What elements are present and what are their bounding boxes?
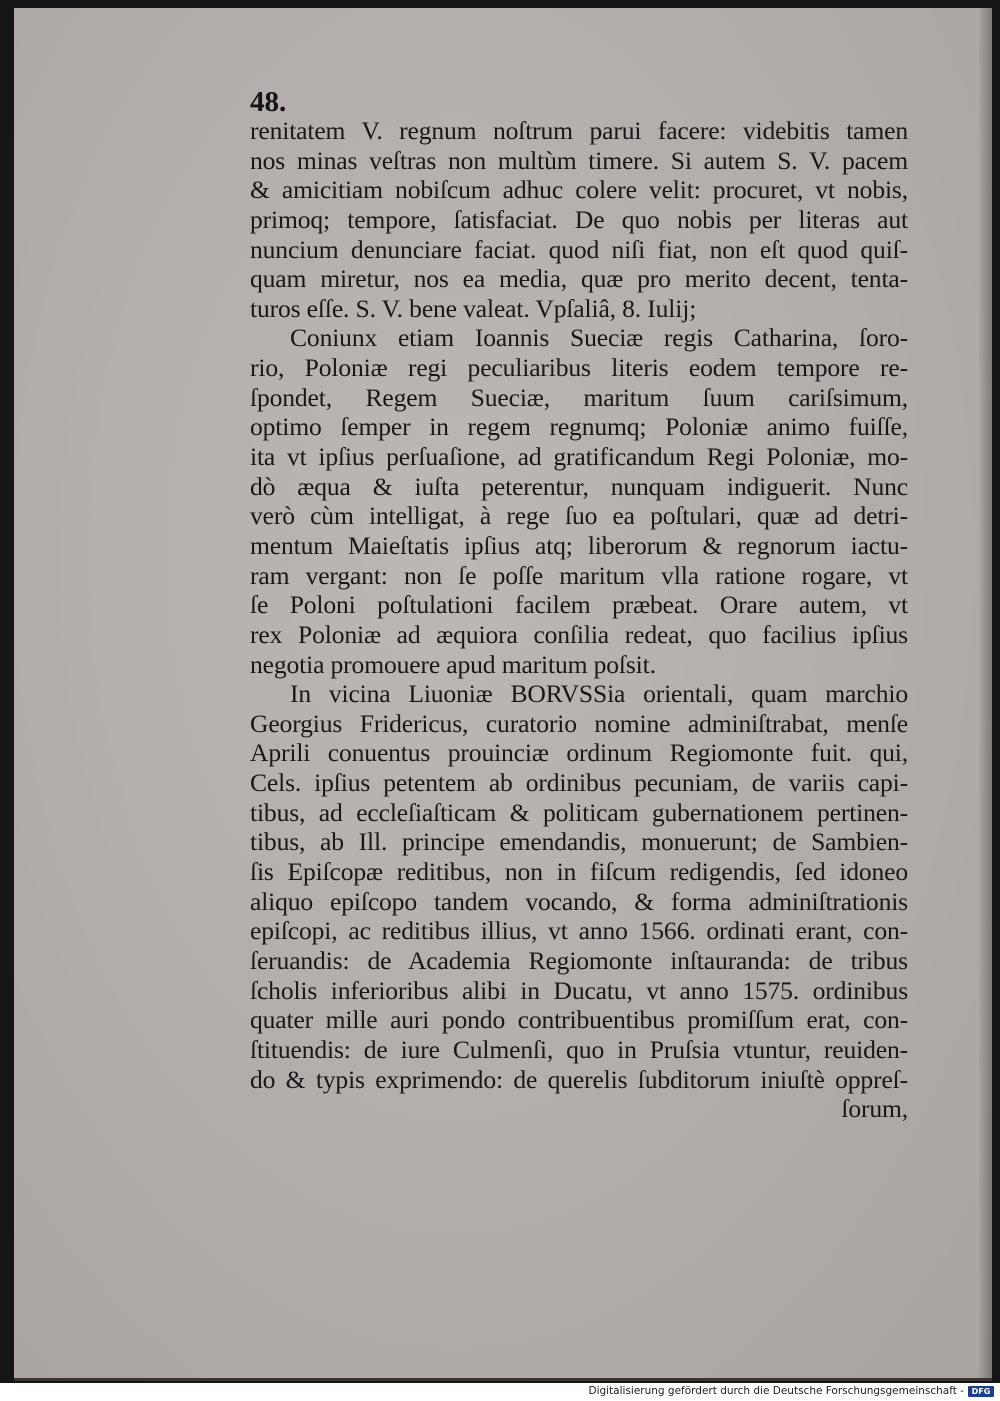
paragraph-first-line: Coniunx etiam Ioannis Sueciæ regis Catharina, ſoro- [290, 323, 908, 353]
footer-bar [0, 1383, 1000, 1401]
text-line: ſis Epiſcopæ reditibus, non in fiſcum redigendis, ſed idoneo [250, 857, 908, 887]
text-line: ſe Poloni poſtulationi facilem præbeat. Orare autem, vt [250, 590, 908, 620]
dfg-logo-icon: DFG [968, 1386, 994, 1397]
body-text [250, 116, 908, 1124]
text-line: tibus, ad eccleſiaſticam & politicam gubernationem pertinen- [250, 797, 908, 827]
text-line: ſeruandis: de Academia Regiomonte inſtauranda: de tribus [250, 945, 908, 975]
page-edge-shadow [978, 8, 992, 1378]
text-line: Cels. ipſius petentem ab ordinibus pecuniam, de variis capi- [250, 768, 908, 798]
text-line: ſpondet, Regem Sueciæ, maritum ſuum cariſsimum, [250, 382, 908, 412]
text-line: primoq; tempore, ſatisfaciat. De quo nobis per literas aut [250, 204, 908, 234]
text-line: mentum Maieſtatis ipſius atq; liberorum & regnorum iactu- [250, 530, 908, 560]
text-line: rex Poloniæ ad æquiora conſilia redeat, quo facilius ipſius [250, 619, 908, 649]
text-line: negotia promouere apud maritum poſsit. [250, 649, 656, 679]
page-number: 48. [250, 86, 287, 118]
text-line: dò æqua & iuſta peterentur, nunquam indiguerit. Nunc [250, 471, 908, 501]
text-line: turos eſſe. S. V. bene valeat. Vpſaliâ, 8. Iulij; [250, 293, 697, 323]
text-line: Georgius Fridericus, curatorio nomine adminiſtrabat, menſe [250, 708, 908, 738]
paragraph-first-line: In vicina Liuoniæ BORVSSia orientali, quam marchio [290, 679, 908, 709]
text-line: optimo ſemper in regem regnumq; Poloniæ animo fuiſſe, [250, 412, 908, 442]
text-line: nuncium denunciare faciat. quod niſi fiat, non eſt quod quiſ- [250, 234, 908, 264]
text-line: tibus, ab Ill. principe emendandis, monuerunt; de Sambien- [250, 827, 908, 857]
text-line: ram vergant: non ſe poſſe maritum vlla ratione rogare, vt [250, 560, 908, 590]
text-line: Aprili conuentus prouinciæ ordinum Regiomonte fuit. qui, [250, 738, 908, 768]
catchword: ſorum, [841, 1094, 908, 1124]
text-line: & amicitiam nobiſcum adhuc colere velit: procuret, vt nobis, [250, 175, 908, 205]
text-line: ita vt ipſius perſuaſione, ad gratificandum Regi Poloniæ, mo- [250, 442, 908, 472]
text-line: quam miretur, nos ea media, quæ pro merito decent, tenta- [250, 264, 908, 294]
text-line: rio, Poloniæ regi peculiaribus literis eodem tempore re- [250, 353, 908, 383]
text-line: ſcholis inferioribus alibi in Ducatu, vt anno 1575. ordinibus [250, 975, 908, 1005]
text-line: epiſcopi, ac reditibus illius, vt anno 1566. ordinati erant, con- [250, 916, 908, 946]
text-line: ſtituendis: de iure Culmenſi, quo in Pruſsia vtuntur, reuiden- [250, 1034, 908, 1064]
funding-credit: Digitalisierung gefördert durch die Deutsche Forschungsgemeinschaft - [588, 1385, 964, 1397]
text-line: renitatem V. regnum noſtrum parui facere: videbitis tamen [250, 116, 908, 145]
text-line: verò cùm intelligat, à rege ſuo ea poſtulari, quæ ad detri- [250, 501, 908, 531]
text-line: do & typis exprimendo: de querelis ſubditorum iniuſtè oppreſ- [250, 1064, 908, 1094]
text-line: aliquo epiſcopo tandem vocando, & forma adminiſtrationis [250, 886, 908, 916]
text-line: nos minas veſtras non multùm timere. Si autem S. V. pacem [250, 145, 908, 175]
text-line: quater mille auri pondo contribuentibus promiſſum erat, con- [250, 1005, 908, 1035]
